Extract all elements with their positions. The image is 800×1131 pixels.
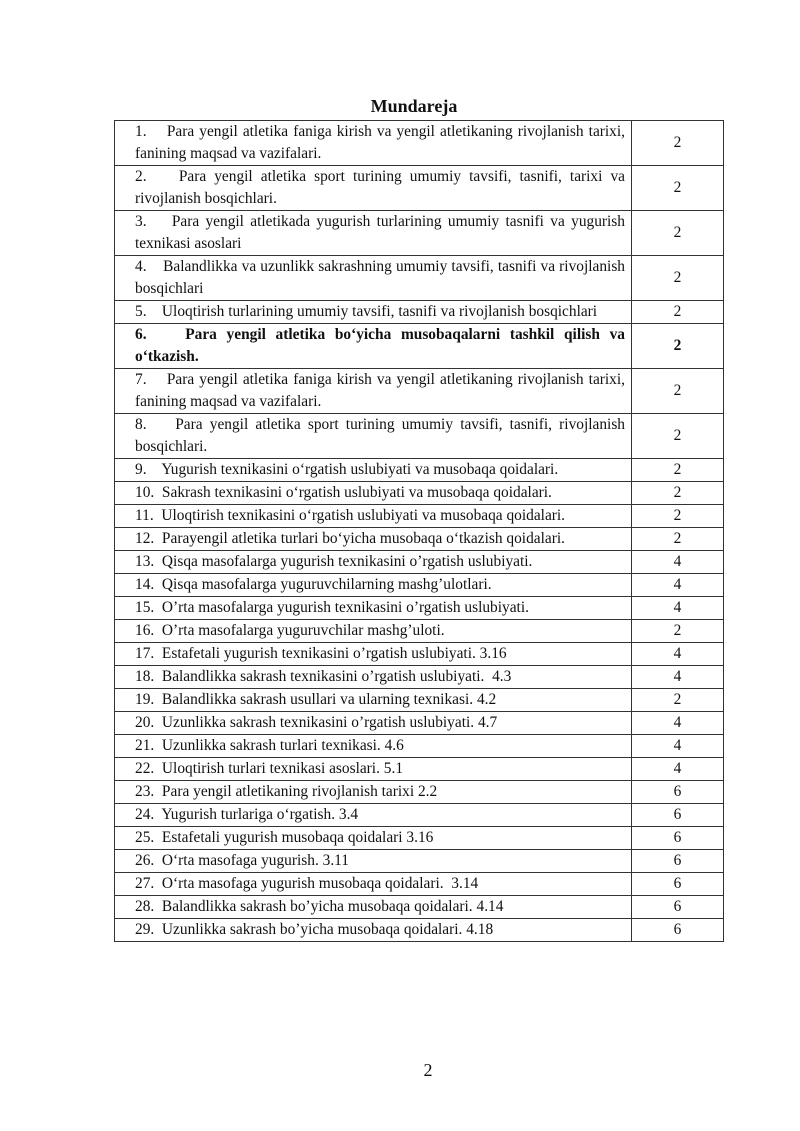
toc-entry-page: 2 (632, 369, 724, 414)
toc-entry-title: 27. O‘rta masofaga yugurish musobaqa qoidalari. 3.14 (115, 873, 632, 896)
toc-entry-page: 6 (632, 919, 724, 942)
toc-entry-title: 15. O’rta masofalarga yugurish texnikasini o’rgatish uslubiyati. (115, 597, 632, 620)
toc-entry-title: 14. Qisqa masofalarga yuguruvchilarning mashg’ulotlari. (115, 574, 632, 597)
toc-entry-title: 19. Balandlikka sakrash usullari va ularning texnikasi. 4.2 (115, 689, 632, 712)
toc-row (115, 804, 724, 827)
toc-entry-title: 2. Para yengil atletika sport turining umumiy tavsifi, tasnifi, tarixi va rivojlanish bosqichlari. (115, 166, 632, 211)
toc-entry-page: 6 (632, 804, 724, 827)
toc-entry-title: 12. Parayengil atletika turlari bo‘yicha musobaqa o‘tkazish qoidalari. (115, 528, 632, 551)
toc-entry-page: 2 (632, 528, 724, 551)
toc-entry-title: 6. Para yengil atletika bo‘yicha musobaqalarni tashkil qilish va o‘tkazish. (115, 324, 632, 369)
toc-entry-page: 2 (632, 505, 724, 528)
table-of-contents (114, 120, 724, 942)
toc-row (115, 850, 724, 873)
toc-entry-title: 5. Uloqtirish turlarining umumiy tavsifi, tasnifi va rivojlanish bosqichlari (115, 301, 632, 324)
toc-entry-title: 4. Balandlikka va uzunlikk sakrashning umumiy tavsifi, tasnifi va rivojlanish bosqichlari (115, 256, 632, 301)
toc-entry-page: 2 (632, 211, 724, 256)
toc-entry-title: 29. Uzunlikka sakrash bo’yicha musobaqa qoidalari. 4.18 (115, 919, 632, 942)
toc-entry-page: 6 (632, 896, 724, 919)
toc-entry-page: 6 (632, 850, 724, 873)
toc-row (115, 873, 724, 896)
toc-entry-page: 4 (632, 735, 724, 758)
toc-entry-title: 18. Balandlikka sakrash texnikasini o’rgatish uslubiyati. 4.3 (115, 666, 632, 689)
toc-row (115, 597, 724, 620)
toc-row (115, 643, 724, 666)
toc-entry-title: 24. Yugurish turlariga o‘rgatish. 3.4 (115, 804, 632, 827)
toc-row (115, 666, 724, 689)
toc-row (115, 781, 724, 804)
toc-row (115, 369, 724, 414)
toc-entry-title: 3. Para yengil atletikada yugurish turlarining umumiy tasnifi va yugurish texnikasi asoslari (115, 211, 632, 256)
toc-entry-title: 28. Balandlikka sakrash bo’yicha musobaqa qoidalari. 4.14 (115, 896, 632, 919)
toc-entry-title: 20. Uzunlikka sakrash texnikasini o’rgatish uslubiyati. 4.7 (115, 712, 632, 735)
toc-row (115, 482, 724, 505)
toc-entry-page: 6 (632, 873, 724, 896)
toc-entry-title: 10. Sakrash texnikasini o‘rgatish uslubiyati va musobaqa qoidalari. (115, 482, 632, 505)
toc-row (115, 414, 724, 459)
toc-entry-page: 2 (632, 689, 724, 712)
toc-row (115, 301, 724, 324)
toc-entry-title: 21. Uzunlikka sakrash turlari texnikasi. 4.6 (115, 735, 632, 758)
toc-entry-page: 2 (632, 620, 724, 643)
toc-entry-title: 16. O’rta masofalarga yuguruvchilar mashg’uloti. (115, 620, 632, 643)
toc-entry-page: 4 (632, 643, 724, 666)
toc-row (115, 896, 724, 919)
toc-entry-title: 7. Para yengil atletika faniga kirish va yengil atletikaning rivojlanish tarixi, fanining maqsad va vazifalari. (115, 369, 632, 414)
toc-entry-title: 9. Yugurish texnikasini o‘rgatish uslubiyati va musobaqa qoidalari. (115, 459, 632, 482)
toc-entry-title: 26. O‘rta masofaga yugurish. 3.11 (115, 850, 632, 873)
toc-entry-page: 6 (632, 781, 724, 804)
toc-entry-page: 2 (632, 482, 724, 505)
page-title: Mundareja (370, 96, 458, 116)
toc-row (115, 528, 724, 551)
toc-entry-page: 2 (632, 459, 724, 482)
toc-entry-title: 11. Uloqtirish texnikasini o‘rgatish uslubiyati va musobaqa qoidalari. (115, 505, 632, 528)
toc-row (115, 827, 724, 850)
toc-entry-title: 17. Estafetali yugurish texnikasini o’rgatish uslubiyati. 3.16 (115, 643, 632, 666)
toc-row (115, 211, 724, 256)
toc-entry-title: 23. Para yengil atletikaning rivojlanish tarixi 2.2 (115, 781, 632, 804)
toc-entry-page: 2 (632, 414, 724, 459)
toc-entry-page: 4 (632, 758, 724, 781)
page-number: 2 (423, 1060, 433, 1080)
toc-entry-page: 6 (632, 827, 724, 850)
toc-entry-page: 2 (632, 301, 724, 324)
toc-entry-page: 2 (632, 121, 724, 166)
toc-row (115, 166, 724, 211)
toc-entry-title: 8. Para yengil atletika sport turining umumiy tavsifi, tasnifi, rivojlanish bosqichlari. (115, 414, 632, 459)
toc-row (115, 256, 724, 301)
toc-row (115, 121, 724, 166)
toc-entry-page: 4 (632, 712, 724, 735)
toc-body (115, 121, 724, 942)
toc-row (115, 712, 724, 735)
toc-entry-page: 2 (632, 166, 724, 211)
toc-entry-page: 2 (632, 324, 724, 369)
toc-row (115, 758, 724, 781)
toc-entry-title: 13. Qisqa masofalarga yugurish texnikasini o’rgatish uslubiyati. (115, 551, 632, 574)
toc-entry-title: 1. Para yengil atletika faniga kirish va yengil atletikaning rivojlanish tarixi, fanining maqsad va vazifalari. (115, 121, 632, 166)
toc-entry-page: 4 (632, 597, 724, 620)
toc-entry-title: 22. Uloqtirish turlari texnikasi asoslari. 5.1 (115, 758, 632, 781)
toc-row (115, 620, 724, 643)
toc-row (115, 735, 724, 758)
toc-entry-page: 4 (632, 574, 724, 597)
toc-entry-page: 2 (632, 256, 724, 301)
toc-row (115, 689, 724, 712)
toc-row (115, 919, 724, 942)
toc-row (115, 505, 724, 528)
toc-row (115, 551, 724, 574)
toc-row (115, 324, 724, 369)
toc-entry-title: 25. Estafetali yugurish musobaqa qoidalari 3.16 (115, 827, 632, 850)
toc-entry-page: 4 (632, 666, 724, 689)
toc-row (115, 459, 724, 482)
toc-row (115, 574, 724, 597)
toc-entry-page: 4 (632, 551, 724, 574)
